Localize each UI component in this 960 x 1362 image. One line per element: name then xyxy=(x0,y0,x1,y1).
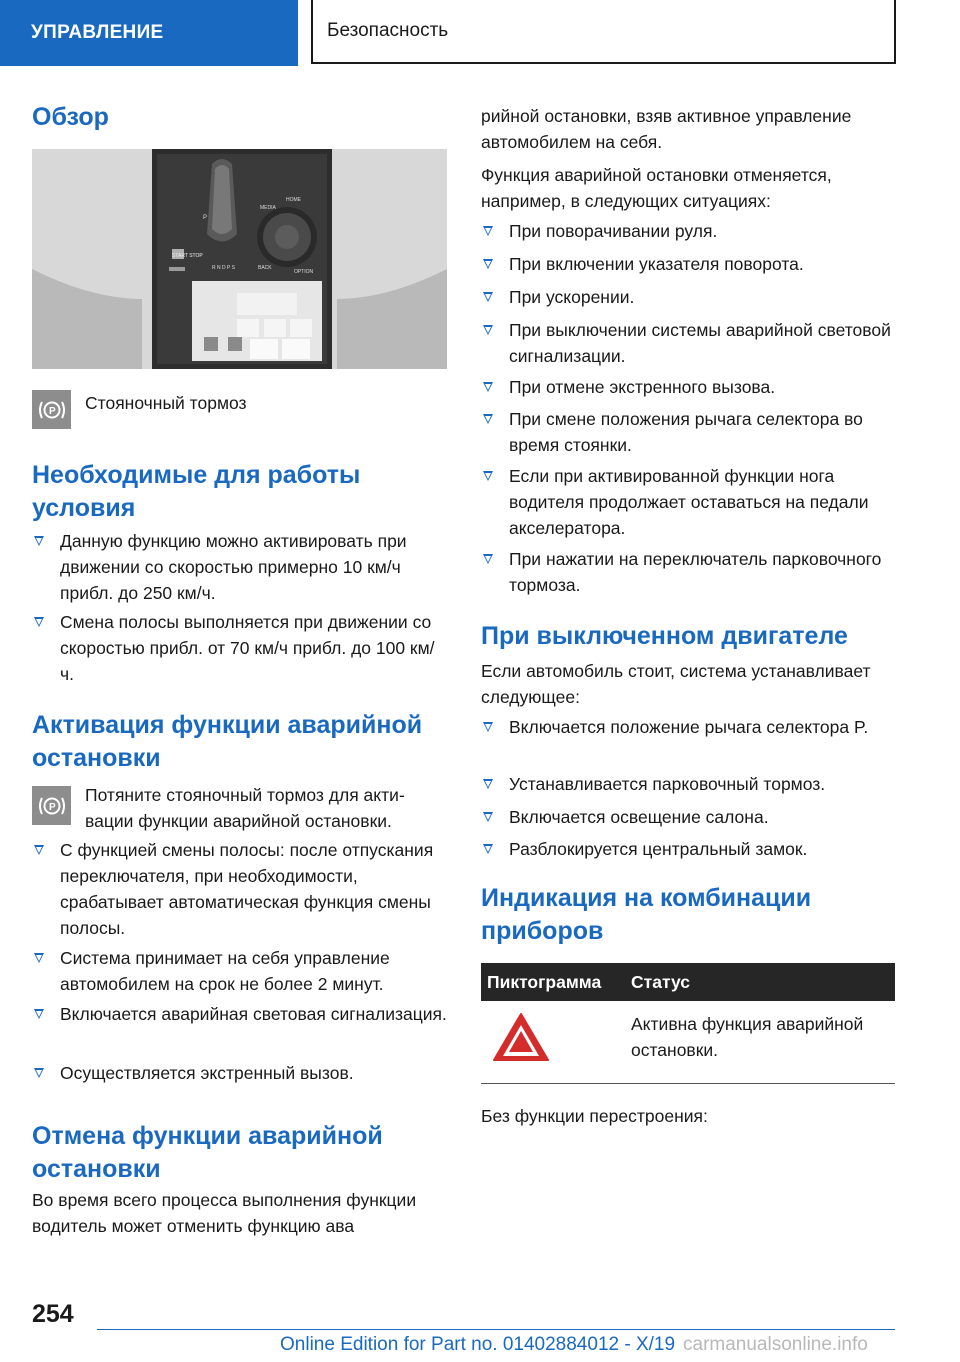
list-item: Осуществляется экстренный вызов. xyxy=(32,1060,447,1086)
list-item: Смена полосы выполняется при движении со скоростью прибл. от 70 км/ч прибл. до 100 км/ч. xyxy=(32,609,447,687)
triangle-bullet-icon xyxy=(483,382,493,392)
photo-label-gears: R N D P S xyxy=(212,265,235,271)
photo-label-start: START STOP xyxy=(172,253,203,259)
parking-brake-caption-row xyxy=(32,390,447,416)
photo-label-media: MEDIA xyxy=(260,205,276,211)
chapter-tab xyxy=(311,0,896,64)
triangle-bullet-icon xyxy=(483,779,493,789)
triangle-bullet-icon xyxy=(483,722,493,732)
list-item: При ускорении. xyxy=(481,284,895,310)
triangle-bullet-icon xyxy=(34,1068,44,1078)
section-title: УПРАВЛЕНИЕ xyxy=(31,22,164,43)
photo-label-back: BACK xyxy=(258,265,272,271)
list-item: Данную функцию можно активировать при движении со скоростью примерно 10 км/ч прибл. до 250 км/ч. xyxy=(32,528,447,606)
list-item: Устанавливается парковочный тормоз. xyxy=(481,771,895,797)
parking-brake-caption: Стояночный тормоз xyxy=(85,393,247,413)
list-item: Разблокируется центральный замок. xyxy=(481,836,895,862)
list-item: При выключении системы аварийной световой сигнализации. xyxy=(481,317,895,369)
activation-icon-text: Потяните стояночный тормоз для активации функции аварийной остановки. xyxy=(85,785,405,831)
photo-label-option: OPTION xyxy=(294,269,314,275)
footer-rule xyxy=(97,1329,895,1330)
triangle-bullet-icon xyxy=(34,845,44,855)
triangle-bullet-icon xyxy=(483,226,493,236)
list-item: Включается положение рычага селектора P. xyxy=(481,714,895,740)
triangle-bullet-icon xyxy=(34,536,44,546)
list-item: При смене положения рычага селектора во время стоянки. xyxy=(481,406,895,458)
photo-label-p: P xyxy=(203,215,208,221)
chapter-title: Безопасность xyxy=(327,20,449,41)
list-item: Если при активированной функции нога водителя продолжает оставаться на педали акселератора. xyxy=(481,463,895,541)
engine-off-intro: Если автомобиль стоит, система устанавливает следующее: xyxy=(481,661,871,707)
table-header-status: Статус xyxy=(625,963,895,1001)
heading-activation: Активация функции аварийной остановки xyxy=(32,711,423,772)
no-lane-change-text: Без функции перестроения: xyxy=(481,1106,708,1126)
page-number: 254 xyxy=(32,1300,74,1328)
table-row xyxy=(481,1001,895,1084)
console-illustration xyxy=(32,149,447,369)
triangle-bullet-icon xyxy=(483,812,493,822)
triangle-bullet-icon xyxy=(483,471,493,481)
console-photo xyxy=(32,149,447,369)
triangle-bullet-icon xyxy=(34,617,44,627)
footer-edition: Online Edition for Part no. 01402884012 - X/19 xyxy=(280,1334,676,1355)
list-item: С функцией смены полосы: после отпускания переключателя, при необходимости, срабатывает автоматическая функция смены полосы. xyxy=(32,837,447,941)
cancel-paragraph: Во время всего процесса выполнения функции водитель может отменить функцию ава xyxy=(32,1190,417,1236)
triangle-bullet-icon xyxy=(34,1009,44,1019)
list-item: Включается освещение салона. xyxy=(481,804,895,830)
svg-text:P: P xyxy=(48,405,56,417)
triangle-bullet-icon xyxy=(483,292,493,302)
heading-cancel: Отмена функции аварийной остановки xyxy=(32,1122,383,1183)
continued-paragraph: рийной остановки, взяв активное управление автомобилем на себя. xyxy=(481,106,852,152)
photo-label-home: HOME xyxy=(286,197,301,203)
list-item: Включается аварийная световая сигнализация. xyxy=(32,1001,447,1027)
triangle-bullet-icon xyxy=(483,325,493,335)
section-tab xyxy=(0,0,298,66)
heading-display: Индикация на комбинации приборов xyxy=(481,884,812,945)
heading-conditions: Необходимые для работы условия xyxy=(32,461,361,522)
svg-text:P: P xyxy=(48,801,56,813)
triangle-bullet-icon xyxy=(34,953,44,963)
status-table xyxy=(481,963,895,1084)
warning-triangle-icon xyxy=(491,1011,551,1063)
list-item: При нажатии на переключатель парковочного тормоза. xyxy=(481,546,895,598)
list-item: При поворачивании руля. xyxy=(481,218,895,244)
parking-brake-icon xyxy=(32,786,71,825)
list-item: При отмене экстренного вызова. xyxy=(481,374,895,400)
triangle-bullet-icon xyxy=(483,844,493,854)
table-cell-status: Активна функция аварийной остановки. xyxy=(625,1001,895,1084)
list-item: При включении указателя поворота. xyxy=(481,251,895,277)
footer-watermark: carmanualsonline.info xyxy=(683,1334,868,1355)
heading-engine-off: При выключенном двигателе xyxy=(481,622,848,650)
list-item: Система принимает на себя управление автомобилем на срок не более 2 минут. xyxy=(32,945,447,997)
parking-brake-icon xyxy=(32,390,71,429)
triangle-bullet-icon xyxy=(483,259,493,269)
triangle-bullet-icon xyxy=(483,554,493,564)
triangle-bullet-icon xyxy=(483,414,493,424)
table-cell-icon xyxy=(481,1001,625,1084)
heading-overview: Обзор xyxy=(32,103,109,131)
activation-icon-row xyxy=(32,782,447,834)
cancel-intro: Функция аварийной остановки отменяется, например, в следующих ситуациях: xyxy=(481,165,832,211)
table-header-row xyxy=(481,963,895,1001)
table-header-pictogram: Пиктограмма xyxy=(481,963,625,1001)
